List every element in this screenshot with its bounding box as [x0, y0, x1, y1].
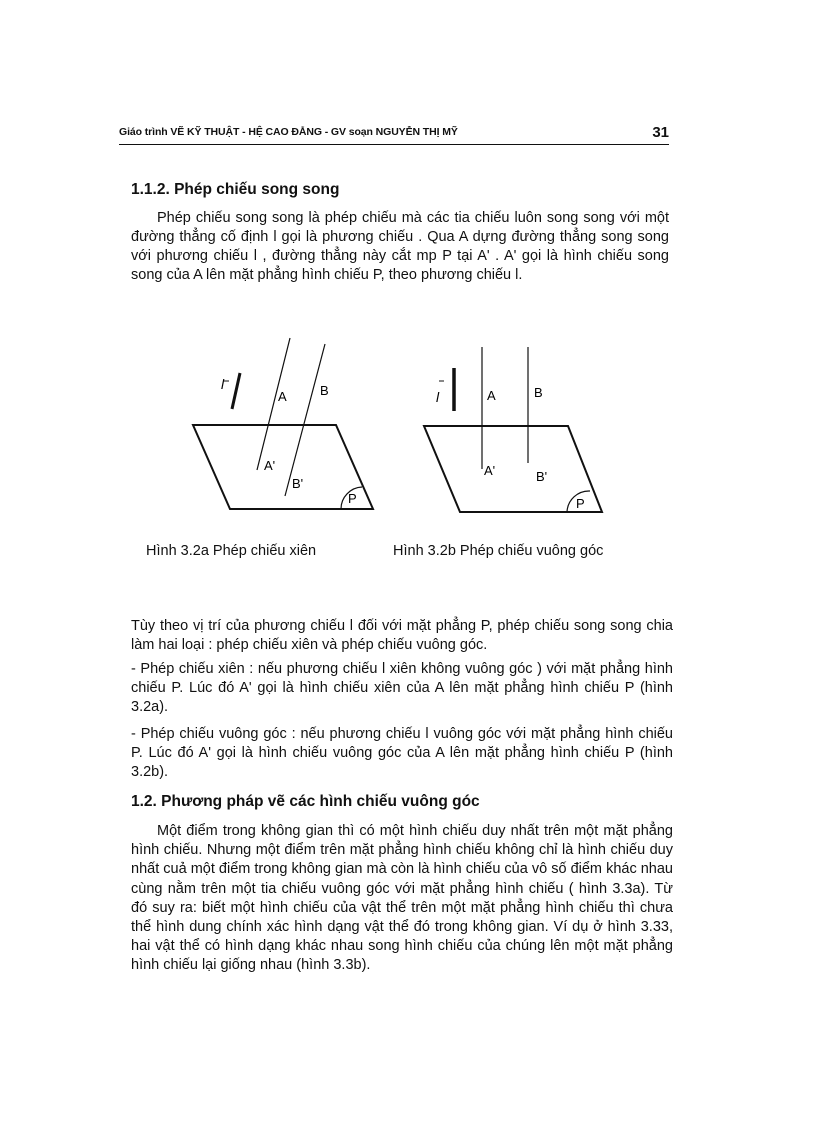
projection-b-label: B'	[292, 476, 304, 491]
direction-label: l	[436, 389, 440, 405]
direction-label: l	[221, 376, 225, 392]
projection-b-label: B'	[536, 469, 548, 484]
point-a-label: A	[278, 389, 287, 404]
point-b-label: B	[320, 383, 329, 398]
ray-b	[285, 344, 325, 496]
direction-vector-line	[232, 373, 240, 409]
page-number: 31	[652, 124, 669, 141]
paragraph-oblique-projection: - Phép chiếu xiên : nếu phương chiếu l xiên không vuông góc ) với mặt phẳng hình chiếu P. Lúc đó A' gọi là hình chiếu xiên của A lên mặt phẳng hình chiếu P (hình 3.2a).	[131, 661, 673, 715]
projection-plane	[193, 425, 373, 509]
header-text: Giáo trình VẼ KỸ THUẬT - HỆ CAO ĐẲNG - GV soạn NGUYỄN THỊ MỸ	[119, 126, 458, 138]
figure-3-2b	[424, 347, 602, 512]
paragraph-orthogonal-projection: - Phép chiếu vuông góc : nếu phương chiếu l vuông góc với mặt phẳng hình chiếu P. Lúc đó A' gọi là hình chiếu vuông góc của A lên mặt phẳng hình chiếu P (hình 3.2b).	[131, 726, 673, 780]
plane-label: P	[348, 491, 357, 506]
caption-figure-3-2b: Hình 3.2b Phép chiếu vuông góc	[393, 543, 604, 559]
plane-label: P	[576, 496, 585, 511]
projection-a-label: A'	[484, 463, 496, 478]
point-b-label: B	[534, 385, 543, 400]
caption-figure-3-2a: Hình 3.2a Phép chiếu xiên	[146, 543, 317, 559]
figure-3-2a	[193, 338, 373, 509]
paragraph-projection-types: Tùy theo vị trí của phương chiếu l đối với mặt phẳng P, phép chiếu song song chia làm hai loại : phép chiếu xiên và phép chiếu vuông góc.	[131, 618, 673, 653]
paragraph-parallel-projection: Phép chiếu song song là phép chiếu mà các tia chiếu luôn song song với một đường thẳng cố định l gọi là phương chiếu . Qua A dựng đường thẳng song song với phương chiếu l , đường thẳng này cắt mp P tại A' . A' gọi là hình chiếu song song của A lên mặt phẳng hình chiếu P, theo phương chiếu l.	[131, 210, 669, 283]
paragraph-orthographic-method: Một điểm trong không gian thì có một hình chiếu duy nhất trên một mặt phẳng hình chiếu. Nhưng một điểm trên mặt phẳng hình chiếu không chỉ là hình chiếu duy nhất cuả một điểm trong không gian mà còn là hình chiếu của vô số điểm khác nhau cùng nằm trên một tia chiếu vuông góc với mặt phẳng hình chiếu ( hình 3.3a). Từ đó suy ra: biết một hình chiếu của vật thể trên một mặt phẳng hình chiếu thì chưa thể hình dung chính xác hình dạng vật thể đó trong không gian. Ví dụ ở hình 3.33, hai vật thể có hình dạng khác nhau song hình chiếu của chúng lên một mặt phẳng hình chiếu lại giống nhau (hình 3.3b).	[131, 823, 673, 974]
point-a-label: A	[487, 388, 496, 403]
ray-a	[257, 338, 290, 470]
section-title-orthographic-method: 1.2. Phương pháp vẽ các hình chiếu vuông góc	[131, 793, 480, 810]
projection-a-label: A'	[264, 458, 276, 473]
section-title-parallel-projection: 1.1.2. Phép chiếu song song	[131, 181, 340, 198]
